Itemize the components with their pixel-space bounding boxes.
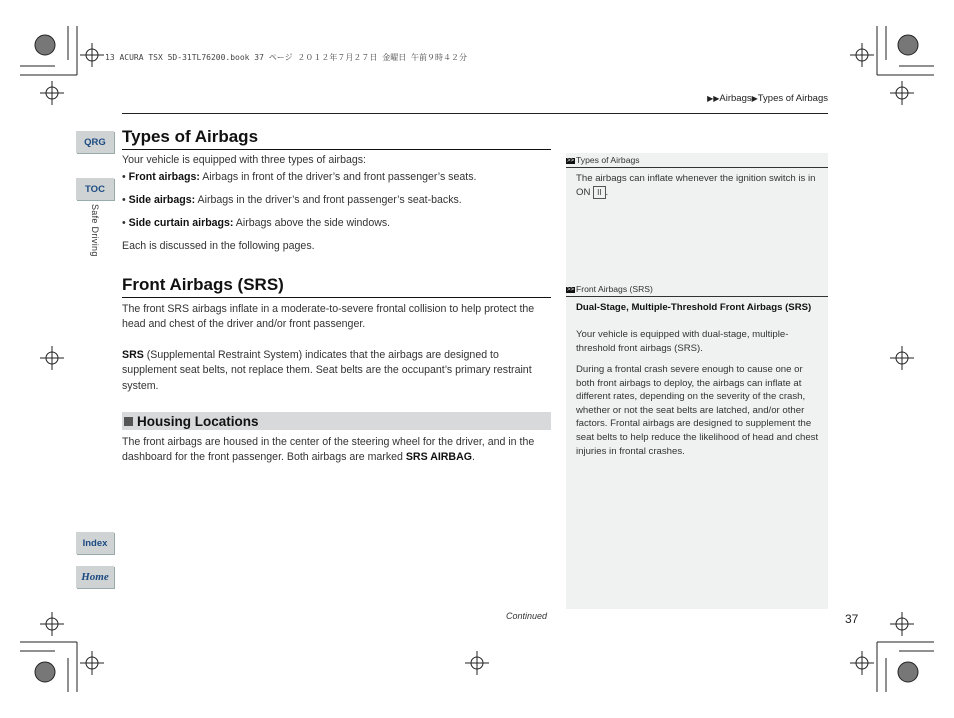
sidebar-note-types-text: The airbags can inflate whenever the ignition switch is in ON II . [576,173,816,198]
bullet-side-curtain-airbags: • Side curtain airbags: Airbags above the side windows. [122,217,391,229]
chapter-tab-label: Safe Driving [90,204,100,257]
srs-para: SRS (Supplemental Restraint System) indicates that the airbags are designed to supplement seat belts, not replace them. Seat belts are the occupant’s primary restraint system. [122,349,532,392]
sidebar-note-types-header[interactable]: >> Types of Airbags [566,155,828,168]
sidebar-note-front-p1: Your vehicle is equipped with dual-stage, multiple-threshold front airbags (SRS). [576,329,789,354]
print-header: 13 ACURA TSX 5D-31TL76200.book 37 ページ ２０１２年７月２７日 金曜日 午前９時４２分 [105,53,468,62]
subhead-housing-locations: Housing Locations [122,412,551,430]
housing-para: The front airbags are housed in the center of the steering wheel for the driver, and in the dashboard for the front passenger. Both airbags are marked SRS AIRBAG. [122,436,535,464]
note-marker-icon: >> [567,286,575,293]
header-rule [122,113,828,114]
index-button[interactable]: Index [76,532,114,554]
breadcrumb-separator-icon: ▶ [751,94,758,103]
breadcrumb-link-airbags[interactable]: Airbags [719,93,752,104]
front-airbags-para: The front SRS airbags inflate in a moderate-to-severe frontal collision to help protect the head and chest of the driver and/or front passenger. [122,303,535,331]
continued-label: Continued [506,611,548,621]
breadcrumb-arrow-icon: ▶▶ [707,94,720,103]
outro-text: Each is discussed in the following pages. [122,240,315,252]
square-bullet-icon [124,417,133,426]
qrg-button[interactable]: QRG [76,131,114,153]
sidebar-note-front-p2: During a frontal crash severe enough to cause one or both front airbags to deploy, the airbags can inflate at different rates, depending on the severity of the crash, whether or not the seat belts are latched, and/or other factors. Frontal airbags are designed to supplement the seat belts to help reduce the likelihood of head and chest injuries in frontal crashes. [576,364,819,457]
bullet-side-airbags: • Side airbags: Airbags in the driver’s and front passenger’s seat-backs. [122,194,462,206]
breadcrumb [707,93,828,104]
sidebar-note-front-header[interactable]: >> Front Airbags (SRS) [566,284,828,297]
chapter-tab[interactable] [86,204,106,274]
bullet-front-airbags: • Front airbags: Airbags in front of the driver’s and front passenger’s seats. [122,171,477,183]
toc-button[interactable]: TOC [76,178,114,200]
sidebar-note-front-heading: Dual-Stage, Multiple-Threshold Front Airbags (SRS) [576,302,812,313]
intro-text: Your vehicle is equipped with three types of airbags: [122,154,367,166]
section-title-types: Types of Airbags [122,127,551,150]
ignition-key-icon: II [593,186,605,199]
section-title-front-airbags: Front Airbags (SRS) [122,275,551,298]
breadcrumb-current: Types of Airbags [757,93,828,104]
note-marker-icon: >> [567,157,575,164]
home-button[interactable]: Home [76,566,114,588]
page-number: 37 [845,612,859,626]
